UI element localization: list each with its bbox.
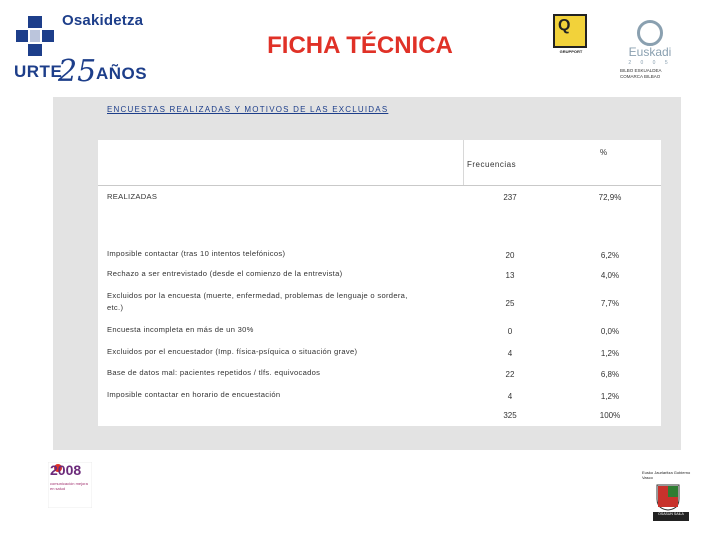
- total-percent: 100%: [599, 411, 621, 420]
- row-percent: 6,8%: [600, 370, 620, 379]
- osakidetza-cross-icon: [14, 14, 58, 58]
- row-percent: 6,2%: [600, 251, 620, 260]
- panel-heading: ENCUESTAS REALIZADAS Y MOTIVOS DE LAS EXCLUIDAS: [107, 105, 389, 114]
- euskadi-circle-icon: [637, 20, 663, 46]
- row-percent: 0,0%: [600, 327, 620, 336]
- column-header-percent: %: [600, 148, 608, 157]
- column-divider: [463, 140, 464, 185]
- row-label: Imposible contactar (tras 10 intentos telefónicos): [107, 249, 286, 258]
- euskadi-logo-name: Euskadi: [628, 45, 672, 59]
- anos-text: AÑOS: [96, 64, 148, 83]
- total-frequency: 325: [503, 411, 517, 420]
- coat-of-arms-icon: [655, 483, 681, 511]
- data-table: [98, 140, 661, 426]
- row-frequency: 237: [503, 193, 517, 202]
- q-quality-icon: [553, 14, 587, 48]
- row-label: Imposible contactar en horario de encuestación: [107, 390, 281, 399]
- row-percent: 72,9%: [598, 193, 622, 202]
- row-label: Base de datos mal: pacientes repetidos / tlfs. equivocados: [107, 368, 321, 377]
- row-frequency: 25: [505, 299, 515, 308]
- column-header-frequency: Frecuencias: [467, 160, 517, 169]
- row-frequency: 0: [507, 327, 513, 336]
- header-divider: [98, 185, 661, 186]
- osasun-saila-label: OSASUN SAILA: [653, 512, 689, 521]
- row-label: REALIZADAS: [107, 192, 158, 201]
- row-frequency: 20: [505, 251, 515, 260]
- row-label: Excluidos por la encuesta (muerte, enfermedad, problemas de lenguaje o sordera, etc.): [107, 291, 408, 312]
- row-percent: 4,0%: [600, 271, 620, 280]
- gobierno-vasco-text: Eusko Jaurlaritza Gobierno Vasco: [642, 470, 691, 480]
- row-label: Encuesta incompleta en más de un 30%: [107, 325, 254, 334]
- row-frequency: 4: [507, 349, 513, 358]
- urte-text: URTE: [14, 62, 63, 81]
- euskadi-logo-year: 2 0 0 5: [628, 60, 672, 66]
- row-percent: 1,2%: [600, 392, 620, 401]
- anniversary-logo-number: 2008: [50, 462, 82, 478]
- euskadi-logo-sub: BILBO ESKUALDEA COMARCA BILBAO: [620, 68, 662, 79]
- page-title: FICHA TÉCNICA: [267, 32, 453, 59]
- row-percent: 1,2%: [600, 349, 620, 358]
- anniversary-logo-text: comunicación mejora en salud: [50, 481, 88, 491]
- q-logo-text: GRUPPORT: [559, 49, 583, 54]
- row-frequency: 13: [505, 271, 515, 280]
- row-percent: 7,7%: [600, 299, 620, 308]
- osakidetza-logo-text: Osakidetza: [62, 12, 144, 29]
- q-mark: Q: [558, 17, 571, 34]
- row-label: Excluidos por el encuestador (Imp. física-psíquica o situación grave): [107, 347, 358, 356]
- row-frequency: 4: [507, 392, 513, 401]
- row-frequency: 22: [505, 370, 515, 379]
- urte-number: 25: [58, 54, 97, 89]
- row-label: Rechazo a ser entrevistado (desde el comienzo de la entrevista): [107, 269, 343, 278]
